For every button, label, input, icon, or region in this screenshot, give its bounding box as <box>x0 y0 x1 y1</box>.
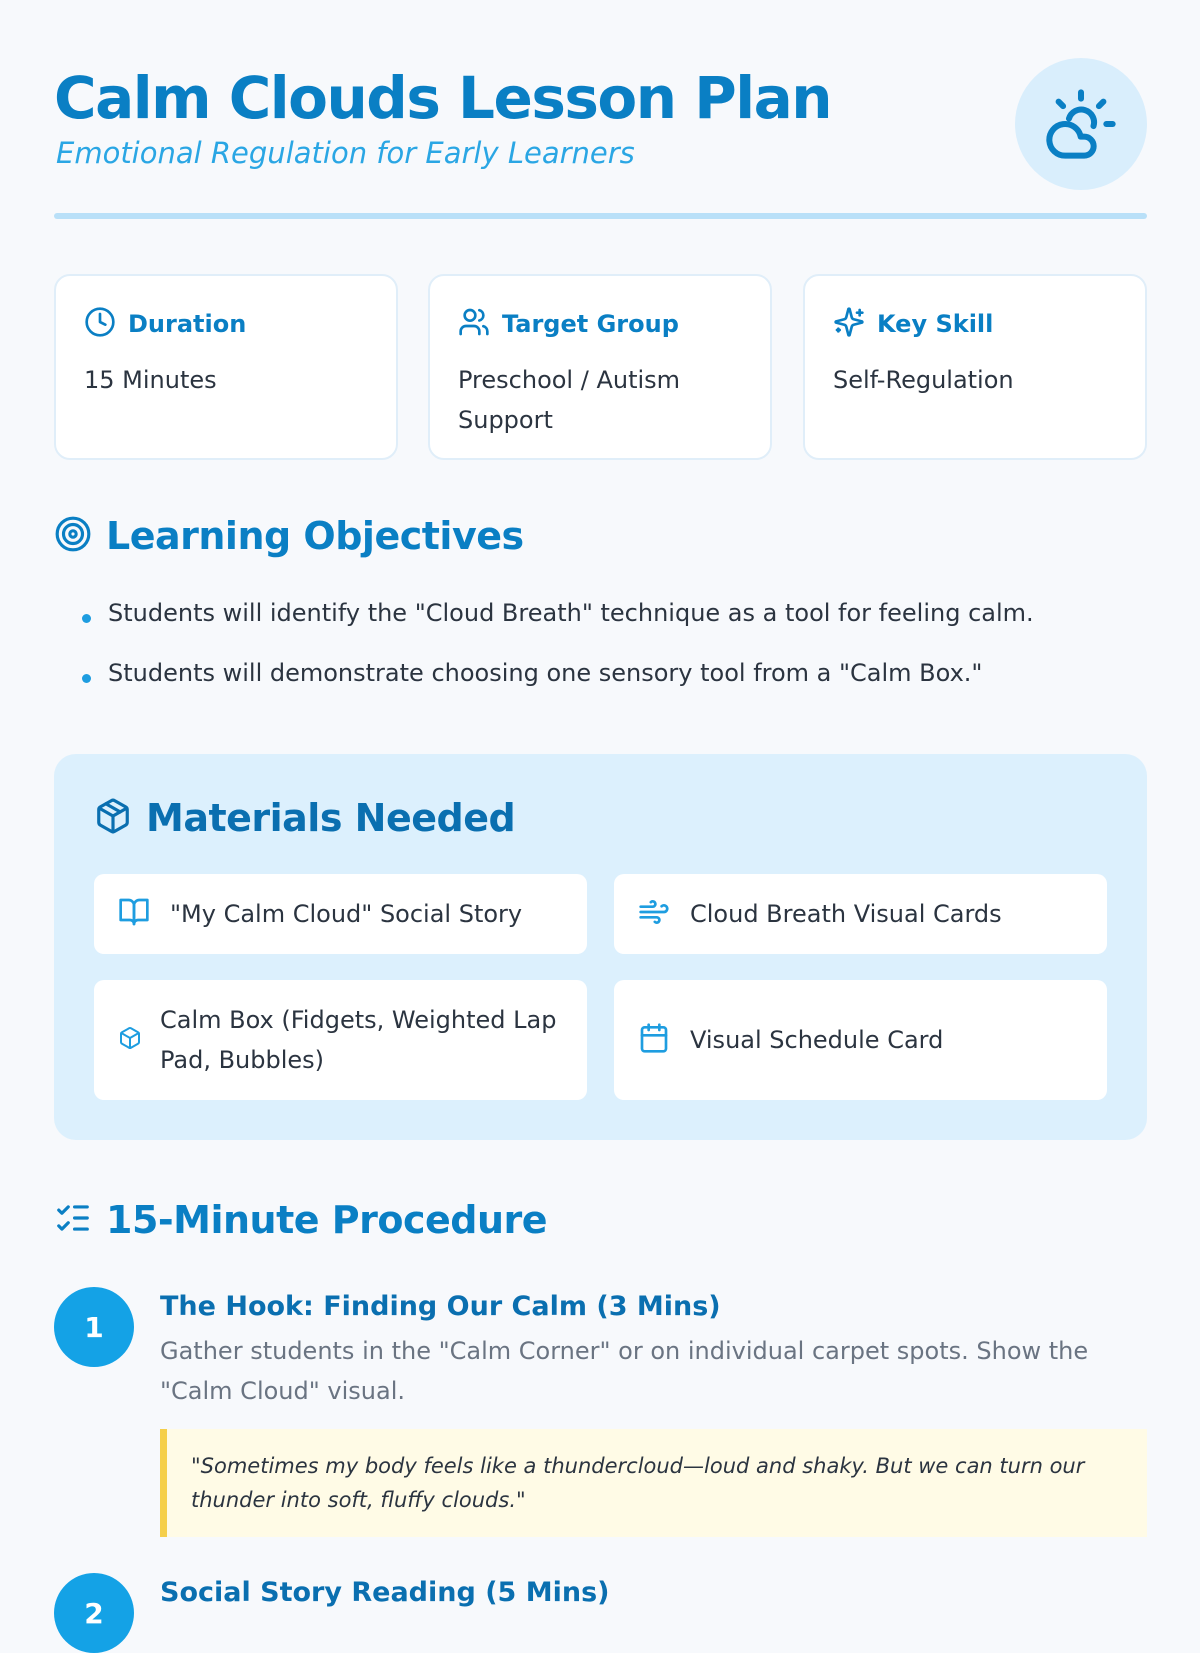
info-card-duration <box>54 274 398 460</box>
bullet <box>82 614 91 623</box>
info-card-value: Self-Regulation <box>833 366 1014 394</box>
list-checks-icon <box>54 1199 92 1241</box>
list-item <box>80 656 1140 690</box>
target-icon <box>54 515 92 557</box>
header-divider <box>54 213 1147 219</box>
list-item <box>80 596 1140 630</box>
page-subtitle: Emotional Regulation for Early Learners <box>56 136 635 170</box>
procedure-heading <box>54 1198 547 1242</box>
material-item <box>94 980 587 1100</box>
cloud-sun-icon <box>1015 58 1147 190</box>
wind-icon <box>638 896 670 932</box>
objective-text: Students will identify the "Cloud Breath" technique as a tool for feeling calm. <box>108 599 1034 627</box>
info-card-value: 15 Minutes <box>84 366 217 394</box>
section-title: Learning Objectives <box>106 514 524 558</box>
info-card-label: Target Group <box>502 310 679 338</box>
step-body <box>160 1573 1147 1613</box>
section-title: Materials Needed <box>146 796 516 840</box>
users-icon <box>458 306 490 342</box>
material-item <box>614 874 1107 954</box>
sparkles-icon <box>833 306 865 342</box>
material-label: Visual Schedule Card <box>690 1026 944 1054</box>
bullet <box>82 674 91 683</box>
info-card-value: Preschool / Autism Support <box>458 366 681 434</box>
objectives-list <box>80 596 1140 716</box>
step-number: 1 <box>54 1287 134 1367</box>
materials-heading <box>94 796 515 840</box>
material-label: Cloud Breath Visual Cards <box>690 900 1002 928</box>
objectives-heading <box>54 514 524 558</box>
book-icon <box>118 896 150 932</box>
header <box>54 58 1147 220</box>
step-number: 2 <box>54 1573 134 1653</box>
material-label: "My Calm Cloud" Social Story <box>170 900 523 928</box>
objective-text: Students will demonstrate choosing one sensory tool from a "Calm Box." <box>108 659 983 687</box>
info-card-target-group <box>428 274 772 460</box>
info-card-label: Duration <box>128 310 247 338</box>
clock-icon <box>84 306 116 342</box>
step-description: Gather students in the "Calm Corner" or on individual carpet spots. Show the "Calm Cloud" visual. <box>160 1337 1089 1405</box>
box-icon <box>118 1026 142 1054</box>
box-icon <box>94 797 132 839</box>
calendar-icon <box>638 1022 670 1058</box>
info-card-key-skill <box>803 274 1147 460</box>
page-title: Calm Clouds Lesson Plan <box>54 64 832 132</box>
material-item <box>94 874 587 954</box>
materials-panel <box>54 754 1147 1140</box>
material-label: Calm Box (Fidgets, Weighted Lap Pad, Bubbles) <box>160 1006 557 1074</box>
material-item <box>614 980 1107 1100</box>
section-title: 15-Minute Procedure <box>106 1198 548 1242</box>
info-card-label: Key Skill <box>877 310 994 338</box>
lesson-plan-page <box>54 0 1147 1630</box>
step-title: Social Story Reading (5 Mins) <box>160 1577 610 1608</box>
teacher-script-quote: "Sometimes my body feels like a thundercloud—loud and shaky. But we can turn our thunder into soft, fluffy clouds." <box>160 1429 1147 1537</box>
step-body <box>160 1287 1147 1537</box>
step-title: The Hook: Finding Our Calm (3 Mins) <box>160 1291 721 1322</box>
